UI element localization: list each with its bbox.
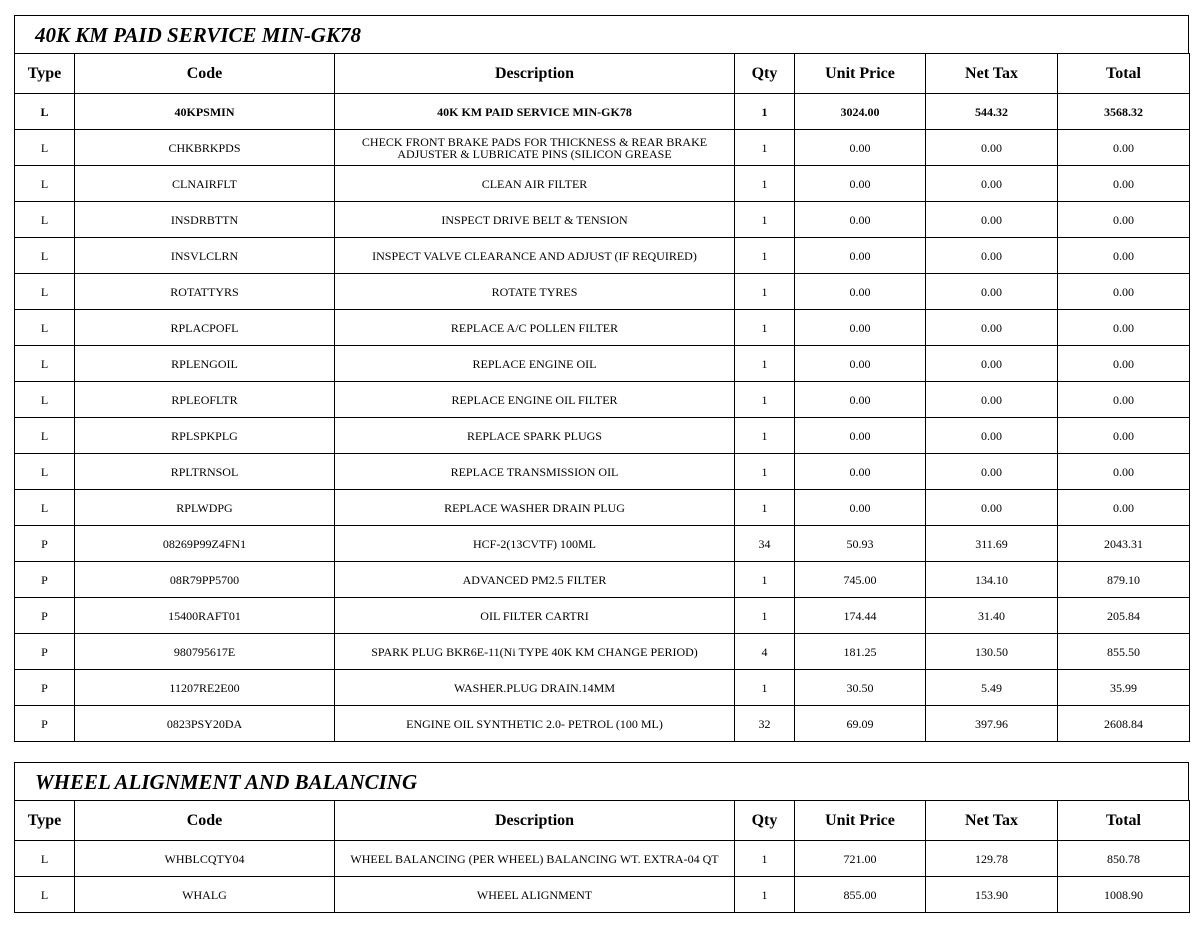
table-row bbox=[15, 634, 1190, 670]
type-cell: L bbox=[15, 166, 75, 202]
code-cell: 40KPSMIN bbox=[75, 94, 335, 130]
table-row bbox=[15, 382, 1190, 418]
total-cell: 0.00 bbox=[1058, 166, 1190, 202]
description-cell: ENGINE OIL SYNTHETIC 2.0- PETROL (100 ML) bbox=[335, 706, 735, 742]
net-tax-cell: 134.10 bbox=[926, 562, 1058, 598]
net-tax-cell: 544.32 bbox=[926, 94, 1058, 130]
qty-cell: 1 bbox=[735, 238, 795, 274]
header-qty: Qty bbox=[735, 801, 795, 841]
code-cell: 08269P99Z4FN1 bbox=[75, 526, 335, 562]
type-cell: L bbox=[15, 130, 75, 166]
total-cell: 855.50 bbox=[1058, 634, 1190, 670]
net-tax-cell: 397.96 bbox=[926, 706, 1058, 742]
table-row bbox=[15, 706, 1190, 742]
total-cell: 3568.32 bbox=[1058, 94, 1190, 130]
qty-cell: 1 bbox=[735, 202, 795, 238]
unit-price-cell: 0.00 bbox=[795, 166, 926, 202]
description-cell: REPLACE SPARK PLUGS bbox=[335, 418, 735, 454]
net-tax-cell: 129.78 bbox=[926, 841, 1058, 877]
total-cell: 35.99 bbox=[1058, 670, 1190, 706]
service-table bbox=[14, 53, 1190, 742]
qty-cell: 34 bbox=[735, 526, 795, 562]
code-cell: RPLWDPG bbox=[75, 490, 335, 526]
unit-price-cell: 0.00 bbox=[795, 454, 926, 490]
unit-price-cell: 0.00 bbox=[795, 310, 926, 346]
description-cell: ROTATE TYRES bbox=[335, 274, 735, 310]
code-cell: RPLACPOFL bbox=[75, 310, 335, 346]
description-cell: INSPECT DRIVE BELT & TENSION bbox=[335, 202, 735, 238]
table-row bbox=[15, 94, 1190, 130]
code-cell: 980795617E bbox=[75, 634, 335, 670]
description-cell: WHEEL ALIGNMENT bbox=[335, 877, 735, 913]
header-code: Code bbox=[75, 801, 335, 841]
description-cell: CHECK FRONT BRAKE PADS FOR THICKNESS & REAR BRAKE ADJUSTER & LUBRICATE PINS (SILICON GREASE bbox=[335, 130, 735, 166]
description-cell: ADVANCED PM2.5 FILTER bbox=[335, 562, 735, 598]
unit-price-cell: 181.25 bbox=[795, 634, 926, 670]
header-row bbox=[15, 801, 1190, 841]
code-cell: RPLENGOIL bbox=[75, 346, 335, 382]
unit-price-cell: 721.00 bbox=[795, 841, 926, 877]
total-cell: 1008.90 bbox=[1058, 877, 1190, 913]
code-cell: ROTATTYRS bbox=[75, 274, 335, 310]
unit-price-cell: 0.00 bbox=[795, 202, 926, 238]
total-cell: 0.00 bbox=[1058, 202, 1190, 238]
total-cell: 2043.31 bbox=[1058, 526, 1190, 562]
description-cell: REPLACE WASHER DRAIN PLUG bbox=[335, 490, 735, 526]
net-tax-cell: 130.50 bbox=[926, 634, 1058, 670]
total-cell: 0.00 bbox=[1058, 310, 1190, 346]
net-tax-cell: 5.49 bbox=[926, 670, 1058, 706]
description-cell: WHEEL BALANCING (PER WHEEL) BALANCING WT. EXTRA-04 QT bbox=[335, 841, 735, 877]
qty-cell: 1 bbox=[735, 877, 795, 913]
table-row bbox=[15, 877, 1190, 913]
total-cell: 850.78 bbox=[1058, 841, 1190, 877]
unit-price-cell: 745.00 bbox=[795, 562, 926, 598]
qty-cell: 1 bbox=[735, 130, 795, 166]
code-cell: CLNAIRFLT bbox=[75, 166, 335, 202]
type-cell: L bbox=[15, 454, 75, 490]
unit-price-cell: 69.09 bbox=[795, 706, 926, 742]
table-row bbox=[15, 346, 1190, 382]
qty-cell: 32 bbox=[735, 706, 795, 742]
header-code: Code bbox=[75, 54, 335, 94]
header-type: Type bbox=[15, 54, 75, 94]
type-cell: L bbox=[15, 274, 75, 310]
description-cell: 40K KM PAID SERVICE MIN-GK78 bbox=[335, 94, 735, 130]
header-net-tax: Net Tax bbox=[926, 801, 1058, 841]
table-row bbox=[15, 130, 1190, 166]
header-total: Total bbox=[1058, 801, 1190, 841]
qty-cell: 1 bbox=[735, 562, 795, 598]
table-row bbox=[15, 310, 1190, 346]
description-cell: INSPECT VALVE CLEARANCE AND ADJUST (IF REQUIRED) bbox=[335, 238, 735, 274]
unit-price-cell: 0.00 bbox=[795, 130, 926, 166]
type-cell: L bbox=[15, 877, 75, 913]
header-row bbox=[15, 54, 1190, 94]
net-tax-cell: 0.00 bbox=[926, 238, 1058, 274]
total-cell: 0.00 bbox=[1058, 238, 1190, 274]
code-cell: 0823PSY20DA bbox=[75, 706, 335, 742]
table-row bbox=[15, 490, 1190, 526]
code-cell: INSVLCLRN bbox=[75, 238, 335, 274]
table-row bbox=[15, 238, 1190, 274]
total-cell: 0.00 bbox=[1058, 346, 1190, 382]
qty-cell: 1 bbox=[735, 418, 795, 454]
header-description: Description bbox=[335, 801, 735, 841]
total-cell: 0.00 bbox=[1058, 454, 1190, 490]
unit-price-cell: 0.00 bbox=[795, 274, 926, 310]
table-row bbox=[15, 670, 1190, 706]
qty-cell: 1 bbox=[735, 310, 795, 346]
net-tax-cell: 0.00 bbox=[926, 346, 1058, 382]
header-type: Type bbox=[15, 801, 75, 841]
net-tax-cell: 0.00 bbox=[926, 274, 1058, 310]
unit-price-cell: 174.44 bbox=[795, 598, 926, 634]
type-cell: L bbox=[15, 490, 75, 526]
qty-cell: 1 bbox=[735, 346, 795, 382]
net-tax-cell: 311.69 bbox=[926, 526, 1058, 562]
header-qty: Qty bbox=[735, 54, 795, 94]
type-cell: L bbox=[15, 94, 75, 130]
unit-price-cell: 855.00 bbox=[795, 877, 926, 913]
table-row bbox=[15, 454, 1190, 490]
table-row bbox=[15, 166, 1190, 202]
table-row bbox=[15, 562, 1190, 598]
code-cell: CHKBRKPDS bbox=[75, 130, 335, 166]
code-cell: INSDRBTTN bbox=[75, 202, 335, 238]
net-tax-cell: 0.00 bbox=[926, 130, 1058, 166]
description-cell: REPLACE TRANSMISSION OIL bbox=[335, 454, 735, 490]
type-cell: P bbox=[15, 598, 75, 634]
type-cell: L bbox=[15, 202, 75, 238]
description-cell: REPLACE A/C POLLEN FILTER bbox=[335, 310, 735, 346]
qty-cell: 1 bbox=[735, 490, 795, 526]
description-cell: SPARK PLUG BKR6E-11(Ni TYPE 40K KM CHANGE PERIOD) bbox=[335, 634, 735, 670]
header-unit-price: Unit Price bbox=[795, 54, 926, 94]
type-cell: L bbox=[15, 310, 75, 346]
table-row bbox=[15, 598, 1190, 634]
unit-price-cell: 0.00 bbox=[795, 346, 926, 382]
code-cell: 15400RAFT01 bbox=[75, 598, 335, 634]
qty-cell: 1 bbox=[735, 382, 795, 418]
qty-cell: 1 bbox=[735, 670, 795, 706]
qty-cell: 1 bbox=[735, 841, 795, 877]
code-cell: RPLEOFLTR bbox=[75, 382, 335, 418]
total-cell: 205.84 bbox=[1058, 598, 1190, 634]
type-cell: L bbox=[15, 382, 75, 418]
unit-price-cell: 0.00 bbox=[795, 418, 926, 454]
type-cell: L bbox=[15, 841, 75, 877]
wheel-table bbox=[14, 800, 1190, 913]
unit-price-cell: 3024.00 bbox=[795, 94, 926, 130]
type-cell: L bbox=[15, 238, 75, 274]
description-cell: OIL FILTER CARTRI bbox=[335, 598, 735, 634]
unit-price-cell: 50.93 bbox=[795, 526, 926, 562]
service-section bbox=[14, 15, 1189, 742]
code-cell: RPLSPKPLG bbox=[75, 418, 335, 454]
net-tax-cell: 0.00 bbox=[926, 418, 1058, 454]
qty-cell: 1 bbox=[735, 94, 795, 130]
header-description: Description bbox=[335, 54, 735, 94]
description-cell: CLEAN AIR FILTER bbox=[335, 166, 735, 202]
type-cell: L bbox=[15, 418, 75, 454]
table-row bbox=[15, 274, 1190, 310]
total-cell: 2608.84 bbox=[1058, 706, 1190, 742]
qty-cell: 1 bbox=[735, 274, 795, 310]
net-tax-cell: 153.90 bbox=[926, 877, 1058, 913]
net-tax-cell: 0.00 bbox=[926, 166, 1058, 202]
net-tax-cell: 0.00 bbox=[926, 310, 1058, 346]
unit-price-cell: 30.50 bbox=[795, 670, 926, 706]
wheel-section bbox=[14, 762, 1189, 913]
total-cell: 0.00 bbox=[1058, 130, 1190, 166]
total-cell: 0.00 bbox=[1058, 382, 1190, 418]
total-cell: 0.00 bbox=[1058, 490, 1190, 526]
net-tax-cell: 0.00 bbox=[926, 202, 1058, 238]
table-row bbox=[15, 418, 1190, 454]
table-row bbox=[15, 841, 1190, 877]
qty-cell: 1 bbox=[735, 166, 795, 202]
section-title: WHEEL ALIGNMENT AND BALANCING bbox=[14, 762, 1189, 800]
code-cell: 11207RE2E00 bbox=[75, 670, 335, 706]
header-net-tax: Net Tax bbox=[926, 54, 1058, 94]
type-cell: L bbox=[15, 346, 75, 382]
description-cell: WASHER.PLUG DRAIN.14MM bbox=[335, 670, 735, 706]
net-tax-cell: 0.00 bbox=[926, 454, 1058, 490]
header-total: Total bbox=[1058, 54, 1190, 94]
table-row bbox=[15, 202, 1190, 238]
code-cell: 08R79PP5700 bbox=[75, 562, 335, 598]
type-cell: P bbox=[15, 706, 75, 742]
unit-price-cell: 0.00 bbox=[795, 238, 926, 274]
type-cell: P bbox=[15, 634, 75, 670]
type-cell: P bbox=[15, 562, 75, 598]
qty-cell: 4 bbox=[735, 634, 795, 670]
unit-price-cell: 0.00 bbox=[795, 490, 926, 526]
code-cell: WHBLCQTY04 bbox=[75, 841, 335, 877]
type-cell: P bbox=[15, 526, 75, 562]
table-row bbox=[15, 526, 1190, 562]
total-cell: 879.10 bbox=[1058, 562, 1190, 598]
code-cell: WHALG bbox=[75, 877, 335, 913]
description-cell: HCF-2(13CVTF) 100ML bbox=[335, 526, 735, 562]
description-cell: REPLACE ENGINE OIL bbox=[335, 346, 735, 382]
type-cell: P bbox=[15, 670, 75, 706]
code-cell: RPLTRNSOL bbox=[75, 454, 335, 490]
unit-price-cell: 0.00 bbox=[795, 382, 926, 418]
section-title: 40K KM PAID SERVICE MIN-GK78 bbox=[14, 15, 1189, 53]
qty-cell: 1 bbox=[735, 454, 795, 490]
qty-cell: 1 bbox=[735, 598, 795, 634]
description-cell: REPLACE ENGINE OIL FILTER bbox=[335, 382, 735, 418]
net-tax-cell: 31.40 bbox=[926, 598, 1058, 634]
header-unit-price: Unit Price bbox=[795, 801, 926, 841]
net-tax-cell: 0.00 bbox=[926, 490, 1058, 526]
net-tax-cell: 0.00 bbox=[926, 382, 1058, 418]
total-cell: 0.00 bbox=[1058, 418, 1190, 454]
total-cell: 0.00 bbox=[1058, 274, 1190, 310]
